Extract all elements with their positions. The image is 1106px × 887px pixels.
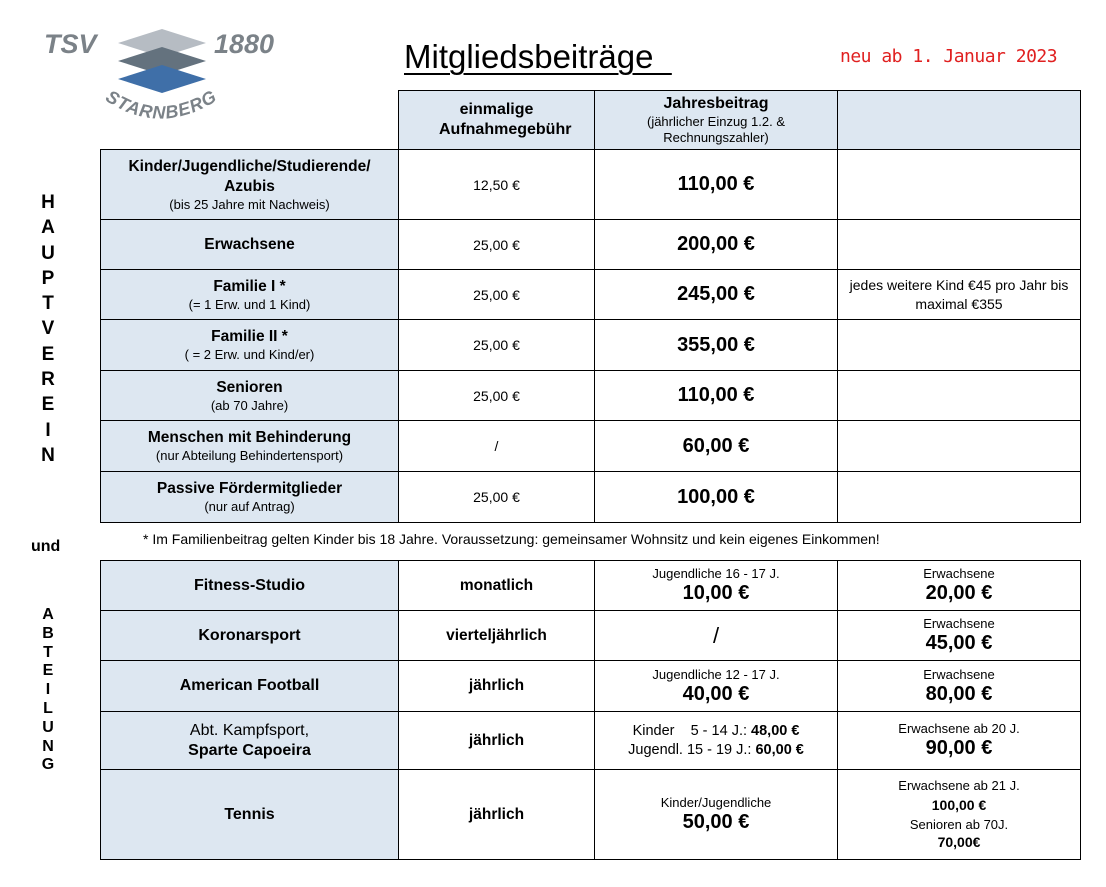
dept-label: American Football: [101, 661, 399, 712]
row-label: Passive Fördermitglieder (nur auf Antrag): [101, 472, 399, 523]
header-annual-fee: Jahresbeitrag (jährlicher Einzug 1.2. & Rechnungszahler): [595, 91, 838, 150]
adult-price-cell: Erwachsene ab 20 J. 90,00 €: [838, 712, 1081, 770]
logo-bottom-diamond: [118, 65, 206, 93]
logo-arc-text: STARNBERG: [102, 85, 221, 123]
row-label: Erwachsene: [101, 220, 399, 270]
side-label-abteilung: A B T E I L U N G: [41, 606, 55, 774]
table-row: [101, 220, 1081, 270]
table-header-row: [101, 91, 1081, 150]
admission-fee-cell: 25,00 €: [399, 371, 595, 421]
adult-price-cell: Erwachsene 45,00 €: [838, 611, 1081, 661]
annual-fee-cell: 100,00 €: [595, 472, 838, 523]
header-notes: [838, 91, 1081, 150]
table-row: [101, 270, 1081, 320]
note-cell: [838, 220, 1081, 270]
table-row: [101, 320, 1081, 371]
note-cell: [838, 320, 1081, 371]
admission-fee-cell: 25,00 €: [399, 220, 595, 270]
admission-fee-cell: 25,00 €: [399, 472, 595, 523]
dept-frequency: jährlich: [399, 712, 595, 770]
dept-frequency: vierteljährlich: [399, 611, 595, 661]
valid-from-note: neu ab 1. Januar 2023: [840, 46, 1058, 67]
adult-price-cell: Erwachsene ab 21 J. 100,00 € Senioren ab 70J. 70,00€: [838, 770, 1081, 860]
annual-fee-cell: 200,00 €: [595, 220, 838, 270]
annual-fee-cell: 355,00 €: [595, 320, 838, 371]
dept-frequency: monatlich: [399, 561, 595, 611]
dept-frequency: jährlich: [399, 661, 595, 712]
note-cell: jedes weitere Kind €45 pro Jahr bis maximal €355: [838, 270, 1081, 320]
table-row: [101, 561, 1081, 611]
row-label: Familie II * ( = 2 Erw. und Kind/er): [101, 320, 399, 371]
dept-label: Abt. Kampfsport, Sparte Capoeira: [101, 712, 399, 770]
logo-right-text: 1880: [214, 29, 275, 59]
logo-left-text: TSV: [44, 29, 97, 59]
table-row: [101, 150, 1081, 220]
admission-fee-cell: 12,50 €: [399, 150, 595, 220]
note-cell: [838, 150, 1081, 220]
header-blank-cell: [101, 91, 399, 150]
admission-fee-cell: /: [399, 421, 595, 472]
dept-label: Koronarsport: [101, 611, 399, 661]
admission-fee-cell: 25,00 €: [399, 320, 595, 371]
youth-price-cell: Jugendliche 16 - 17 J. 10,00 €: [595, 561, 838, 611]
table-row: [101, 421, 1081, 472]
note-cell: [838, 421, 1081, 472]
youth-price-cell: Kinder/Jugendliche 50,00 €: [595, 770, 838, 860]
row-label: Senioren (ab 70 Jahre): [101, 371, 399, 421]
table-row: [101, 371, 1081, 421]
dept-frequency: jährlich: [399, 770, 595, 860]
youth-price-cell: Jugendliche 12 - 17 J. 40,00 €: [595, 661, 838, 712]
note-cell: [838, 371, 1081, 421]
table-row: [101, 661, 1081, 712]
family-footnote: * Im Familienbeitrag gelten Kinder bis 18 Jahre. Voraussetzung: gemeinsamer Wohnsitz und kein eigenes Einkommen!: [143, 531, 880, 547]
page-title: Mitgliedsbeiträge: [404, 38, 672, 75]
kids-youth-price-cell: Kinder 5 - 14 J.: 48,00 € Jugendl. 15 - 19 J.: 60,00 €: [595, 712, 838, 770]
table-row: [101, 770, 1081, 860]
youth-price-cell: /: [595, 611, 838, 661]
table-row: [101, 472, 1081, 523]
table-row: [101, 611, 1081, 661]
dept-label: Fitness-Studio: [101, 561, 399, 611]
note-cell: [838, 472, 1081, 523]
side-label-und: und: [31, 538, 61, 555]
annual-fee-cell: 60,00 €: [595, 421, 838, 472]
annual-fee-cell: 110,00 €: [595, 371, 838, 421]
side-label-hauptverein: H A U P T V E R E I N: [41, 192, 55, 466]
admission-fee-cell: 25,00 €: [399, 270, 595, 320]
header-admission-fee: einmalige Aufnahmegebühr: [399, 91, 595, 150]
row-label: Menschen mit Behinderung (nur Abteilung Behindertensport): [101, 421, 399, 472]
membership-fees-table: [100, 90, 1081, 523]
department-fees-table: [100, 560, 1081, 860]
table-row: [101, 712, 1081, 770]
row-label: Familie I * (= 1 Erw. und 1 Kind): [101, 270, 399, 320]
dept-label: Tennis: [101, 770, 399, 860]
annual-fee-cell: 110,00 €: [595, 150, 838, 220]
adult-price-cell: Erwachsene 80,00 €: [838, 661, 1081, 712]
row-label: Kinder/Jugendliche/Studierende/ Azubis (bis 25 Jahre mit Nachweis): [101, 150, 399, 220]
adult-price-cell: Erwachsene 20,00 €: [838, 561, 1081, 611]
annual-fee-cell: 245,00 €: [595, 270, 838, 320]
